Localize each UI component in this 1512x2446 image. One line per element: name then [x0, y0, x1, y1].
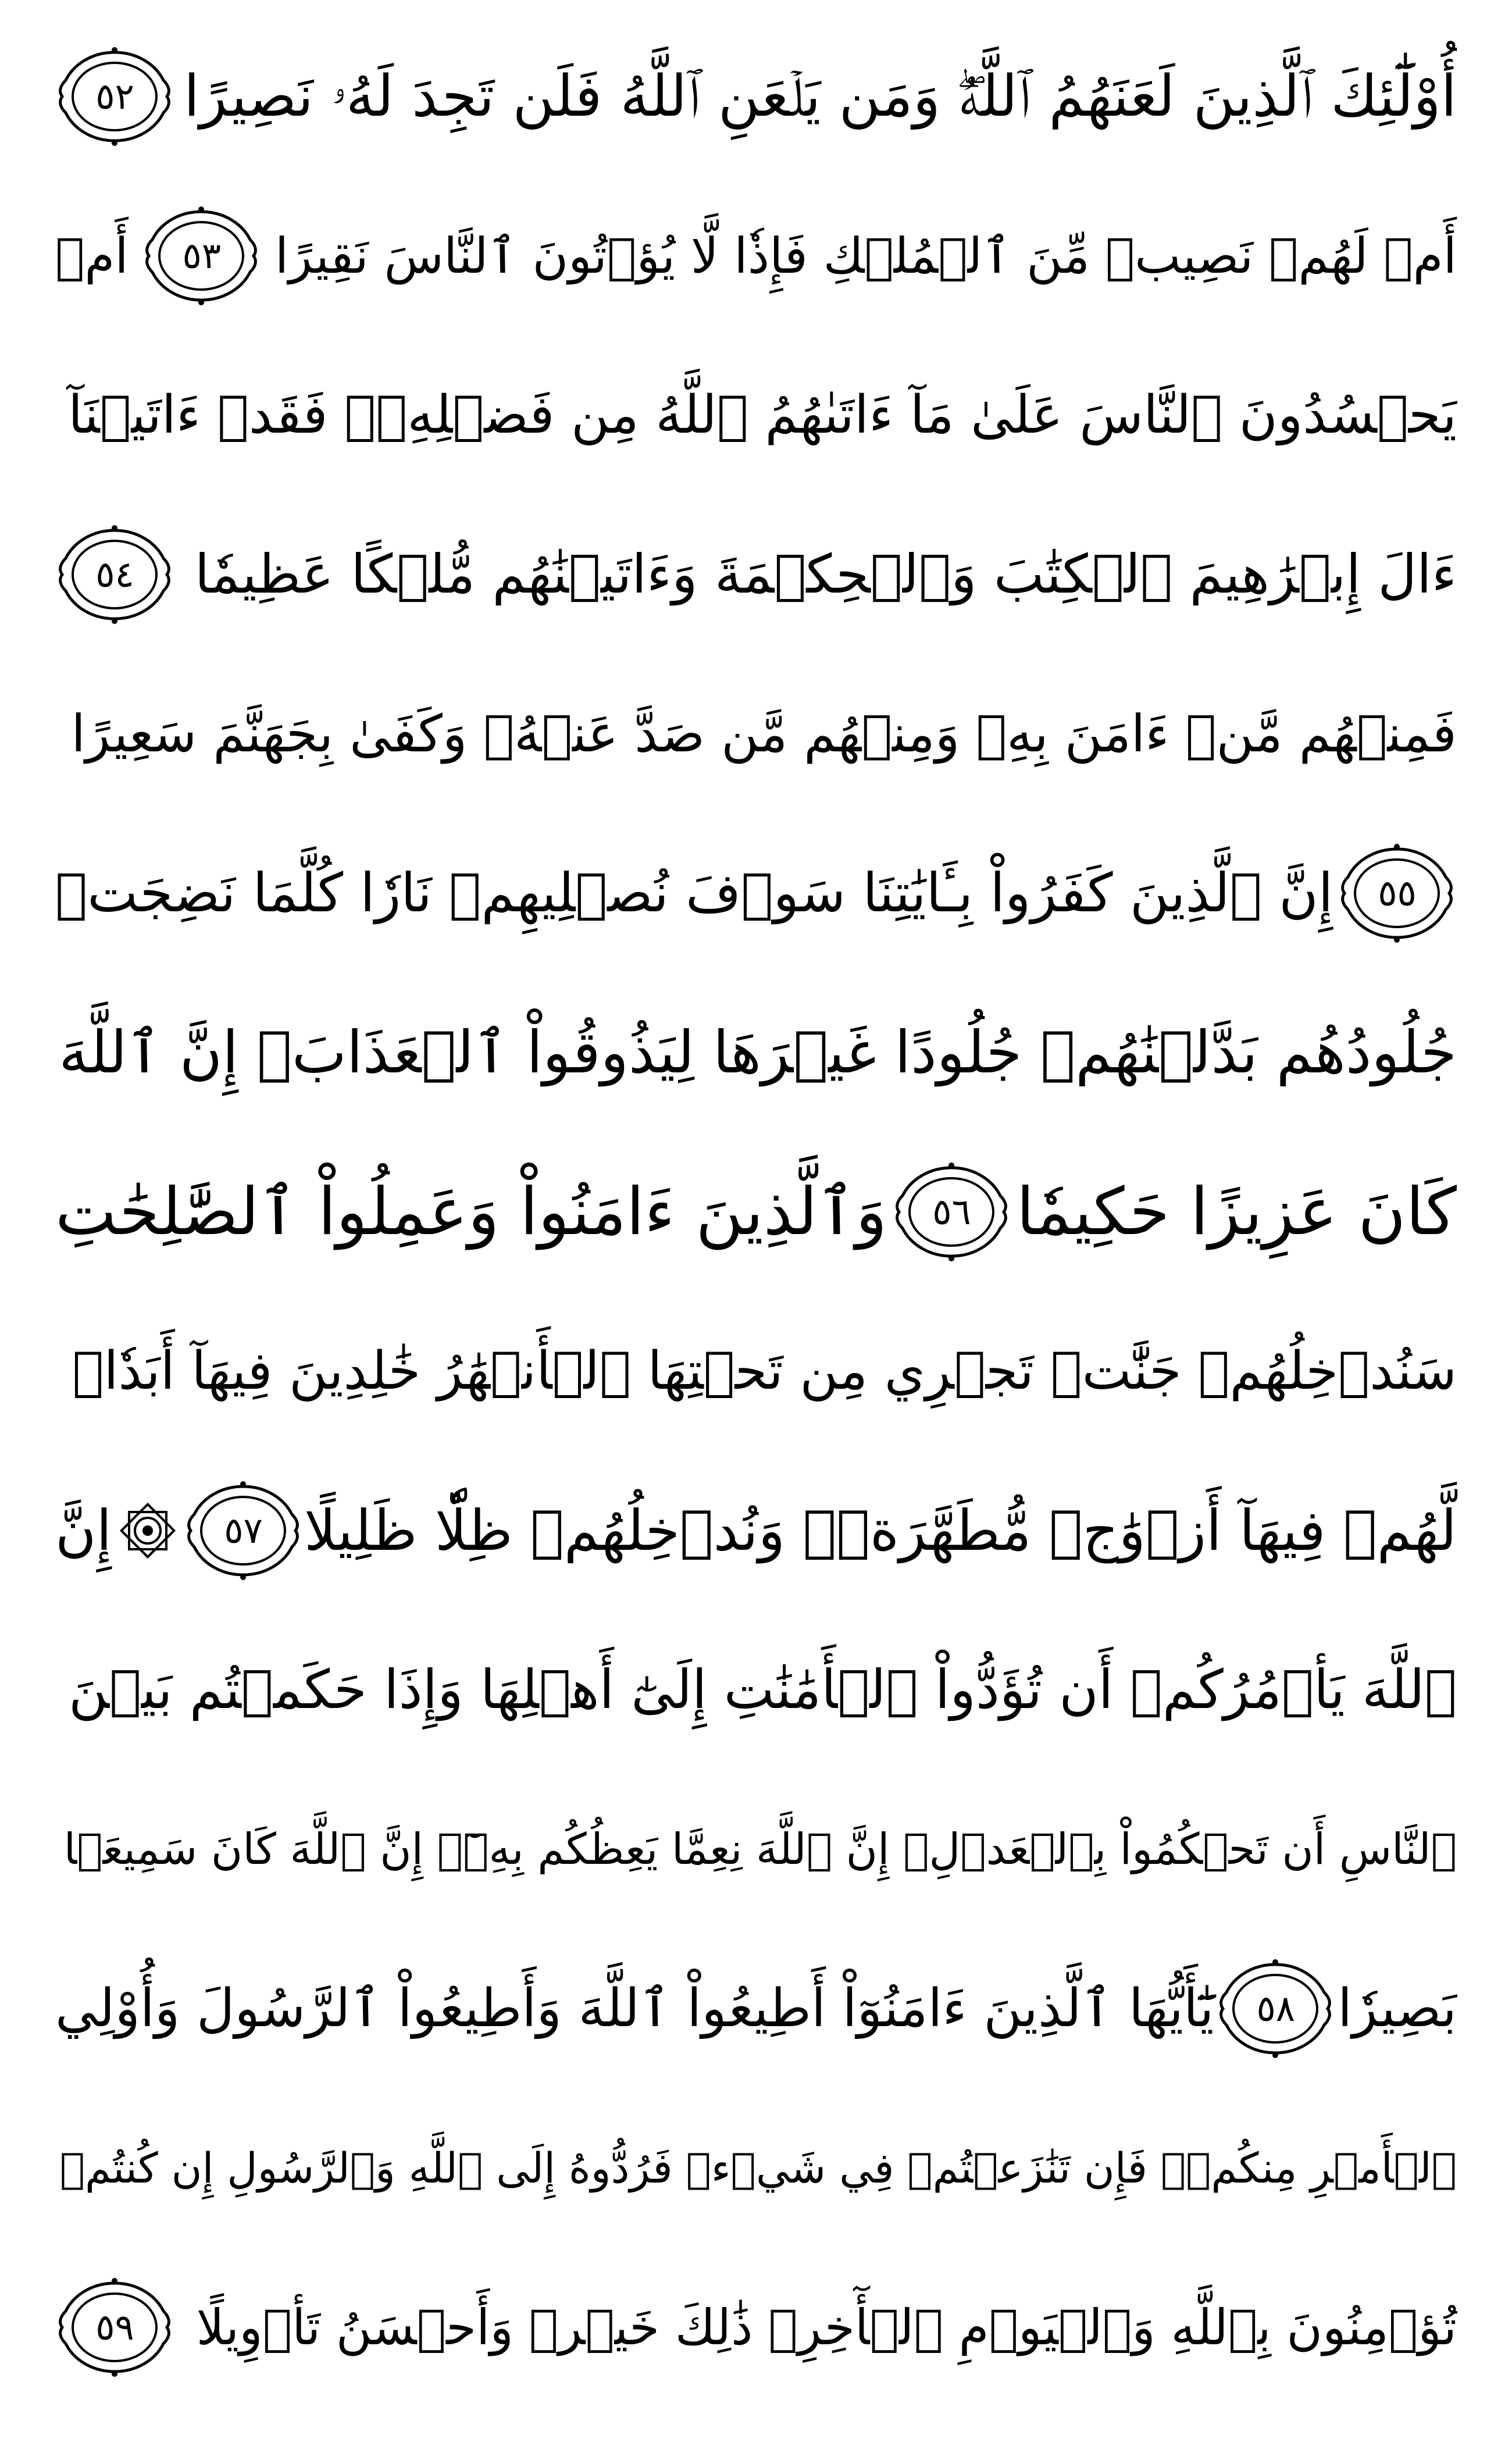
ayah-number: ٥٥ — [1378, 871, 1417, 914]
verse-text: لَّهُمۡ فِيهَآ أَزۡوَٰجٞ مُّطَهَّرَةٞۖ وَنُدۡخِلُهُمۡ ظِلّٗا ظَلِيلًا — [304, 1497, 1457, 1563]
ayah-number-marker — [1338, 841, 1457, 946]
text-line — [55, 1138, 1457, 1286]
text-line — [55, 1934, 1457, 2083]
verse-text: إِنَّ — [55, 1497, 112, 1563]
text-line — [55, 1297, 1457, 1445]
text-line — [55, 1456, 1457, 1604]
ayah-number: ٥٦ — [932, 1190, 971, 1233]
ayah-number-marker — [142, 204, 261, 308]
text-line — [55, 819, 1457, 967]
text-line — [55, 1775, 1457, 1923]
ayah-number-marker — [1216, 1956, 1335, 2061]
verse-text: أَمۡ — [55, 227, 129, 284]
ayah-number-marker — [55, 2275, 174, 2380]
verse-text: إِنَّ ٱلَّذِينَ كَفَرُواْ بِـَٔايَٰتِنَا سَوۡفَ نُصۡلِيهِمۡ نَارٗا كُلَّمَا نَضِجَتۡ — [55, 861, 1333, 924]
verse-text: تُؤۡمِنُونَ بِٱللَّهِ وَٱلۡيَوۡمِ ٱلۡأٓخِرِۚ ذَٰلِكَ خَيۡرٞ وَأَحۡسَنُ تَأۡوِيلًا — [196, 2298, 1457, 2356]
ayah-number: ٥٣ — [182, 234, 222, 277]
verse-text: يَٰٓأَيُّهَا ٱلَّذِينَ ءَامَنُوٓاْ أَطِيعُواْ ٱللَّهَ وَأَطِيعُواْ ٱلرَّسُولَ وَأُوْلِي — [55, 1977, 1214, 2039]
ayah-number: ٥٧ — [224, 1509, 263, 1552]
text-line — [55, 181, 1457, 330]
verse-text: كَانَ عَزِيزًا حَكِيمٗا — [1016, 1174, 1457, 1250]
ayah-number: ٥٢ — [95, 74, 134, 117]
verse-text: ءَالَ إِبۡرَٰهِيمَ ٱلۡكِتَٰبَ وَٱلۡحِكۡمَةَ وَءَاتَيۡنَٰهُم مُّلۡكًا عَظِيمٗا — [194, 543, 1457, 605]
text-line — [55, 978, 1457, 1126]
ayah-number: ٥٤ — [95, 552, 134, 596]
text-line — [55, 341, 1457, 489]
verse-text: أُوْلَٰٓئِكَ ٱلَّذِينَ لَعَنَهُمُ ٱللَّهُۖ وَمَن يَلۡعَنِ ٱللَّهُ فَلَن تَجِدَ لَهُۥ نَصِيرًا — [183, 63, 1457, 130]
hizb-star-icon — [113, 1496, 183, 1566]
text-line — [55, 2253, 1457, 2401]
verse-text: فَمِنۡهُم مَّنۡ ءَامَنَ بِهِۦ وَمِنۡهُم مَّن صَدَّ عَنۡهُۚ وَكَفَىٰ بِجَهَنَّمَ سَعِيرًا — [71, 703, 1457, 764]
text-line — [55, 1616, 1457, 1764]
ayah-number-marker — [55, 522, 174, 627]
text-line — [55, 500, 1457, 648]
verse-text: وَٱلَّذِينَ ءَامَنُواْ وَعَمِلُواْ ٱلصَّٰلِحَٰتِ — [55, 1174, 887, 1250]
verse-text: بَصِيرٗا — [1338, 1977, 1457, 2039]
verse-text: ٱلۡأَمۡرِ مِنكُمۡۖ فَإِن تَنَٰزَعۡتُمۡ فِي شَيۡءٖ فَرُدُّوهُ إِلَى ٱللَّهِ وَٱلرَّسُولِ إِن كُنتُمۡ — [59, 2143, 1457, 2192]
verse-text: جُلُودُهُم بَدَّلۡنَٰهُمۡ جُلُودًا غَيۡرَهَا لِيَذُوقُواْ ٱلۡعَذَابَۗ إِنَّ ٱللَّهَ — [59, 1018, 1457, 1086]
text-line — [55, 22, 1457, 170]
ayah-number-marker — [184, 1478, 303, 1583]
ayah-number-marker — [55, 44, 174, 149]
verse-text: ٱلنَّاسِ أَن تَحۡكُمُواْ بِٱلۡعَدۡلِۚ إِنَّ ٱللَّهَ نِعِمَّا يَعِظُكُم بِهِۦٓۗ إِنَّ ٱللَّهَ كَانَ سَمِيعَۢا — [63, 1824, 1457, 1874]
verse-text: أَمۡ لَهُمۡ نَصِيبٞ مِّنَ ٱلۡمُلۡكِ فَإِذٗا لَّا يُؤۡتُونَ ٱلنَّاسَ نَقِيرًا — [274, 227, 1457, 284]
text-line — [55, 2094, 1457, 2242]
verse-text: يَحۡسُدُونَ ٱلنَّاسَ عَلَىٰ مَآ ءَاتَىٰهُمُ ٱللَّهُ مِن فَضۡلِهِۦۖ فَقَدۡ ءَاتَيۡنَآ — [68, 384, 1457, 445]
ayah-number: ٥٩ — [95, 2305, 134, 2348]
ayah-number-marker — [892, 1160, 1011, 1264]
verse-text: سَنُدۡخِلُهُمۡ جَنَّٰتٖ تَجۡرِي مِن تَحۡتِهَا ٱلۡأَنۡهَٰرُ خَٰلِدِينَ فِيهَآ أَبَدٗاۖ — [72, 1340, 1457, 1402]
ayah-number: ٥٨ — [1256, 1987, 1296, 2030]
text-line — [55, 659, 1457, 808]
verse-text: ٱللَّهَ يَأۡمُرُكُمۡ أَن تُؤَدُّواْ ٱلۡأَمَٰنَٰتِ إِلَىٰٓ أَهۡلِهَا وَإِذَا حَكَمۡتُم بَيۡنَ — [68, 1658, 1457, 1721]
